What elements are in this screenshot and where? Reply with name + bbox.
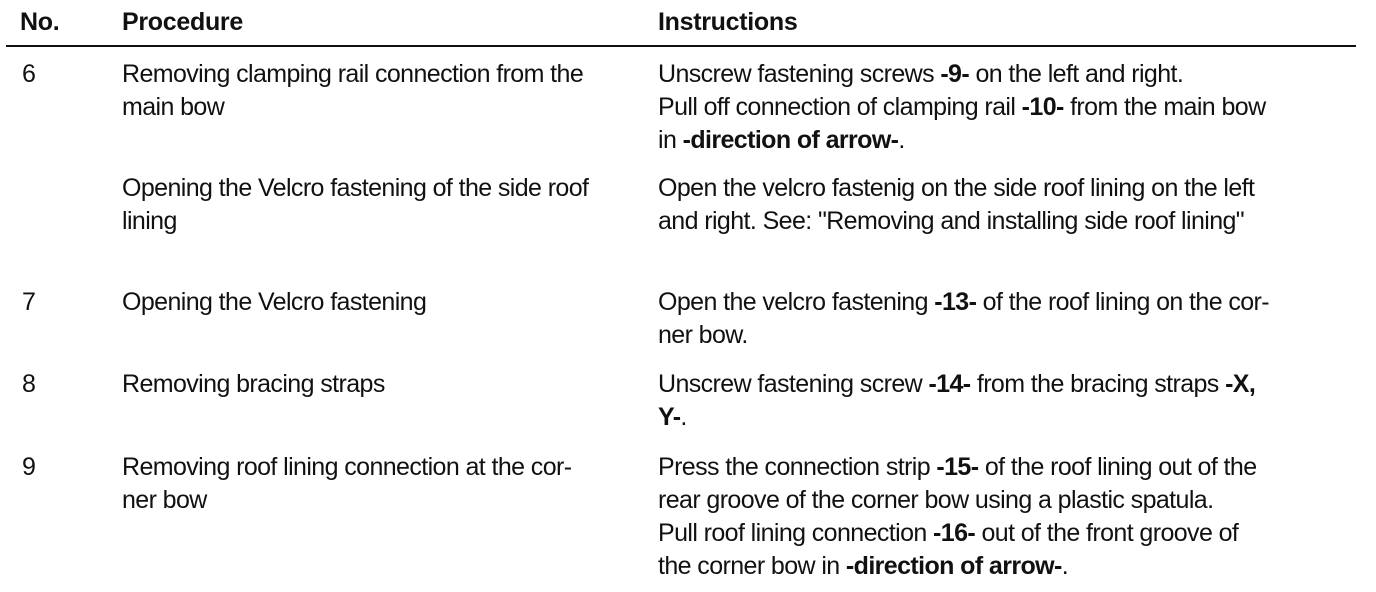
instructions-cell [658,286,1358,352]
instruction-line: ner bow. [658,321,748,349]
instructions-cell [658,58,1358,157]
part-reference: -16- [933,519,976,547]
direction-reference: -direction of arrow- [845,552,1062,580]
table-header [0,6,1376,40]
instruction-line: Unscrew fastening screws -9- on the left and right. [658,60,1184,88]
procedure-line: ner bow [122,486,207,514]
instructions-cell [658,368,1358,434]
procedure-cell [122,172,642,238]
part-reference: -X, [1225,370,1256,398]
part-reference: -9- [940,60,970,88]
instructions-cell [658,451,1358,583]
header-rule [6,45,1356,47]
procedure-line: Removing roof lining connection at the cor- [122,453,572,481]
procedure-line: Opening the Velcro fastening [122,288,427,316]
part-reference: -15- [936,453,979,481]
part-reference: -14- [928,370,971,398]
procedure-line: Opening the Velcro fastening of the side roof [122,174,589,202]
header-procedure: Procedure [122,8,243,36]
procedure-cell [122,286,642,319]
part-reference: -10- [1021,93,1064,121]
instruction-line: Open the velcro fastenig on the side roof lining on the left [658,174,1255,202]
instruction-line: Pull roof lining connection -16- out of the front groove of [658,519,1239,547]
part-reference: -13- [934,288,977,316]
procedure-line: main bow [122,93,225,121]
part-reference: Y- [658,403,681,431]
instruction-line: rear groove of the corner bow using a plastic spatula. [658,486,1214,514]
procedure-cell [122,58,642,124]
row-number: 9 [22,453,36,481]
row-number: 6 [22,60,36,88]
instructions-cell [658,172,1358,238]
instruction-line: in -direction of arrow-. [658,126,905,154]
instruction-line: and right. See: "Removing and installing side roof lining" [658,207,1245,235]
row-number: 7 [22,288,36,316]
instruction-line: Pull off connection of clamping rail -10- from the main bow [658,93,1266,121]
header-no: No. [20,8,60,36]
procedure-line: Removing clamping rail connection from the [122,60,584,88]
header-instructions: Instructions [658,8,798,36]
procedure-line: Removing bracing straps [122,370,385,398]
procedure-cell [122,368,642,401]
procedure-line: lining [122,207,177,235]
procedure-cell [122,451,642,517]
row-number: 8 [22,370,36,398]
direction-reference: -direction of arrow- [682,126,899,154]
instruction-line: Y-. [658,403,687,431]
instruction-line: Unscrew fastening screw -14- from the bracing straps -X, [658,370,1256,398]
instruction-line: the corner bow in -direction of arrow-. [658,552,1069,580]
instruction-line: Open the velcro fastening -13- of the roof lining on the cor- [658,288,1270,316]
instruction-line: Press the connection strip -15- of the roof lining out of the [658,453,1257,481]
